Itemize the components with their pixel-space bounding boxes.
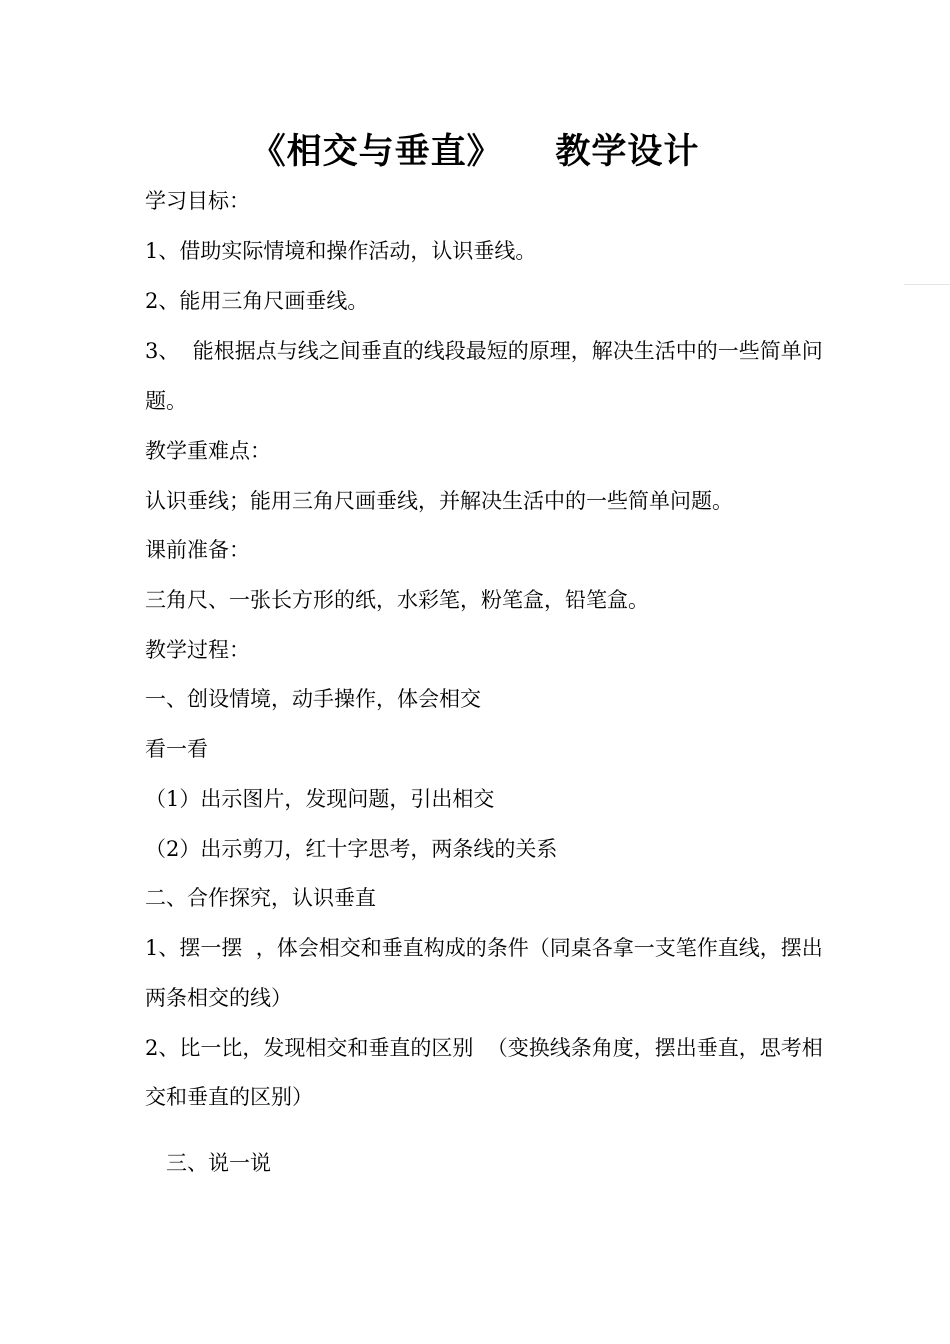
section-3-heading: 三、说一说 (166, 1151, 271, 1175)
section-1-heading: 一、创设情境，动手操作，体会相交 (145, 687, 481, 711)
preparation-text: 三角尺、一张长方形的纸，水彩笔，粉笔盒，铅笔盒。 (145, 588, 649, 612)
section-1-step-2: （2）出示剪刀，红十字思考，两条线的关系 (145, 837, 558, 861)
heading-preparation: 课前准备： (145, 538, 250, 562)
goal-item-2: 2、能用三角尺画垂线。 (145, 289, 369, 313)
section-2-step-2: 2、比一比，发现相交和垂直的区别 （变换线条角度，摆出垂直，思考相 (145, 1036, 823, 1060)
goal-item-1: 1、借助实际情境和操作活动，认识垂线。 (145, 239, 537, 263)
heading-learning-goals: 学习目标： (145, 189, 250, 213)
heading-key-points: 教学重难点： (145, 439, 271, 463)
section-1-step-1: （1）出示图片，发现问题，引出相交 (145, 787, 495, 811)
section-2-step-2-continued: 交和垂直的区别） (145, 1085, 313, 1109)
section-2-step-1: 1、摆一摆 ，体会相交和垂直构成的条件（同桌各拿一支笔作直线，摆出 (145, 936, 823, 960)
document-title: 《相交与垂直》 教学设计 (250, 131, 700, 172)
heading-process: 教学过程： (145, 638, 250, 662)
key-points-text: 认识垂线；能用三角尺画垂线，并解决生活中的一些简单问题。 (145, 489, 733, 513)
goal-item-3: 3、 能根据点与线之间垂直的线段最短的原理，解决生活中的一些简单问 (145, 339, 823, 363)
goal-item-3-continued: 题。 (145, 389, 187, 413)
section-1-look: 看一看 (145, 737, 208, 761)
section-2-heading: 二、合作探究，认识垂直 (145, 886, 376, 910)
page-edge-mark (904, 284, 950, 285)
section-2-step-1-continued: 两条相交的线） (145, 986, 292, 1010)
